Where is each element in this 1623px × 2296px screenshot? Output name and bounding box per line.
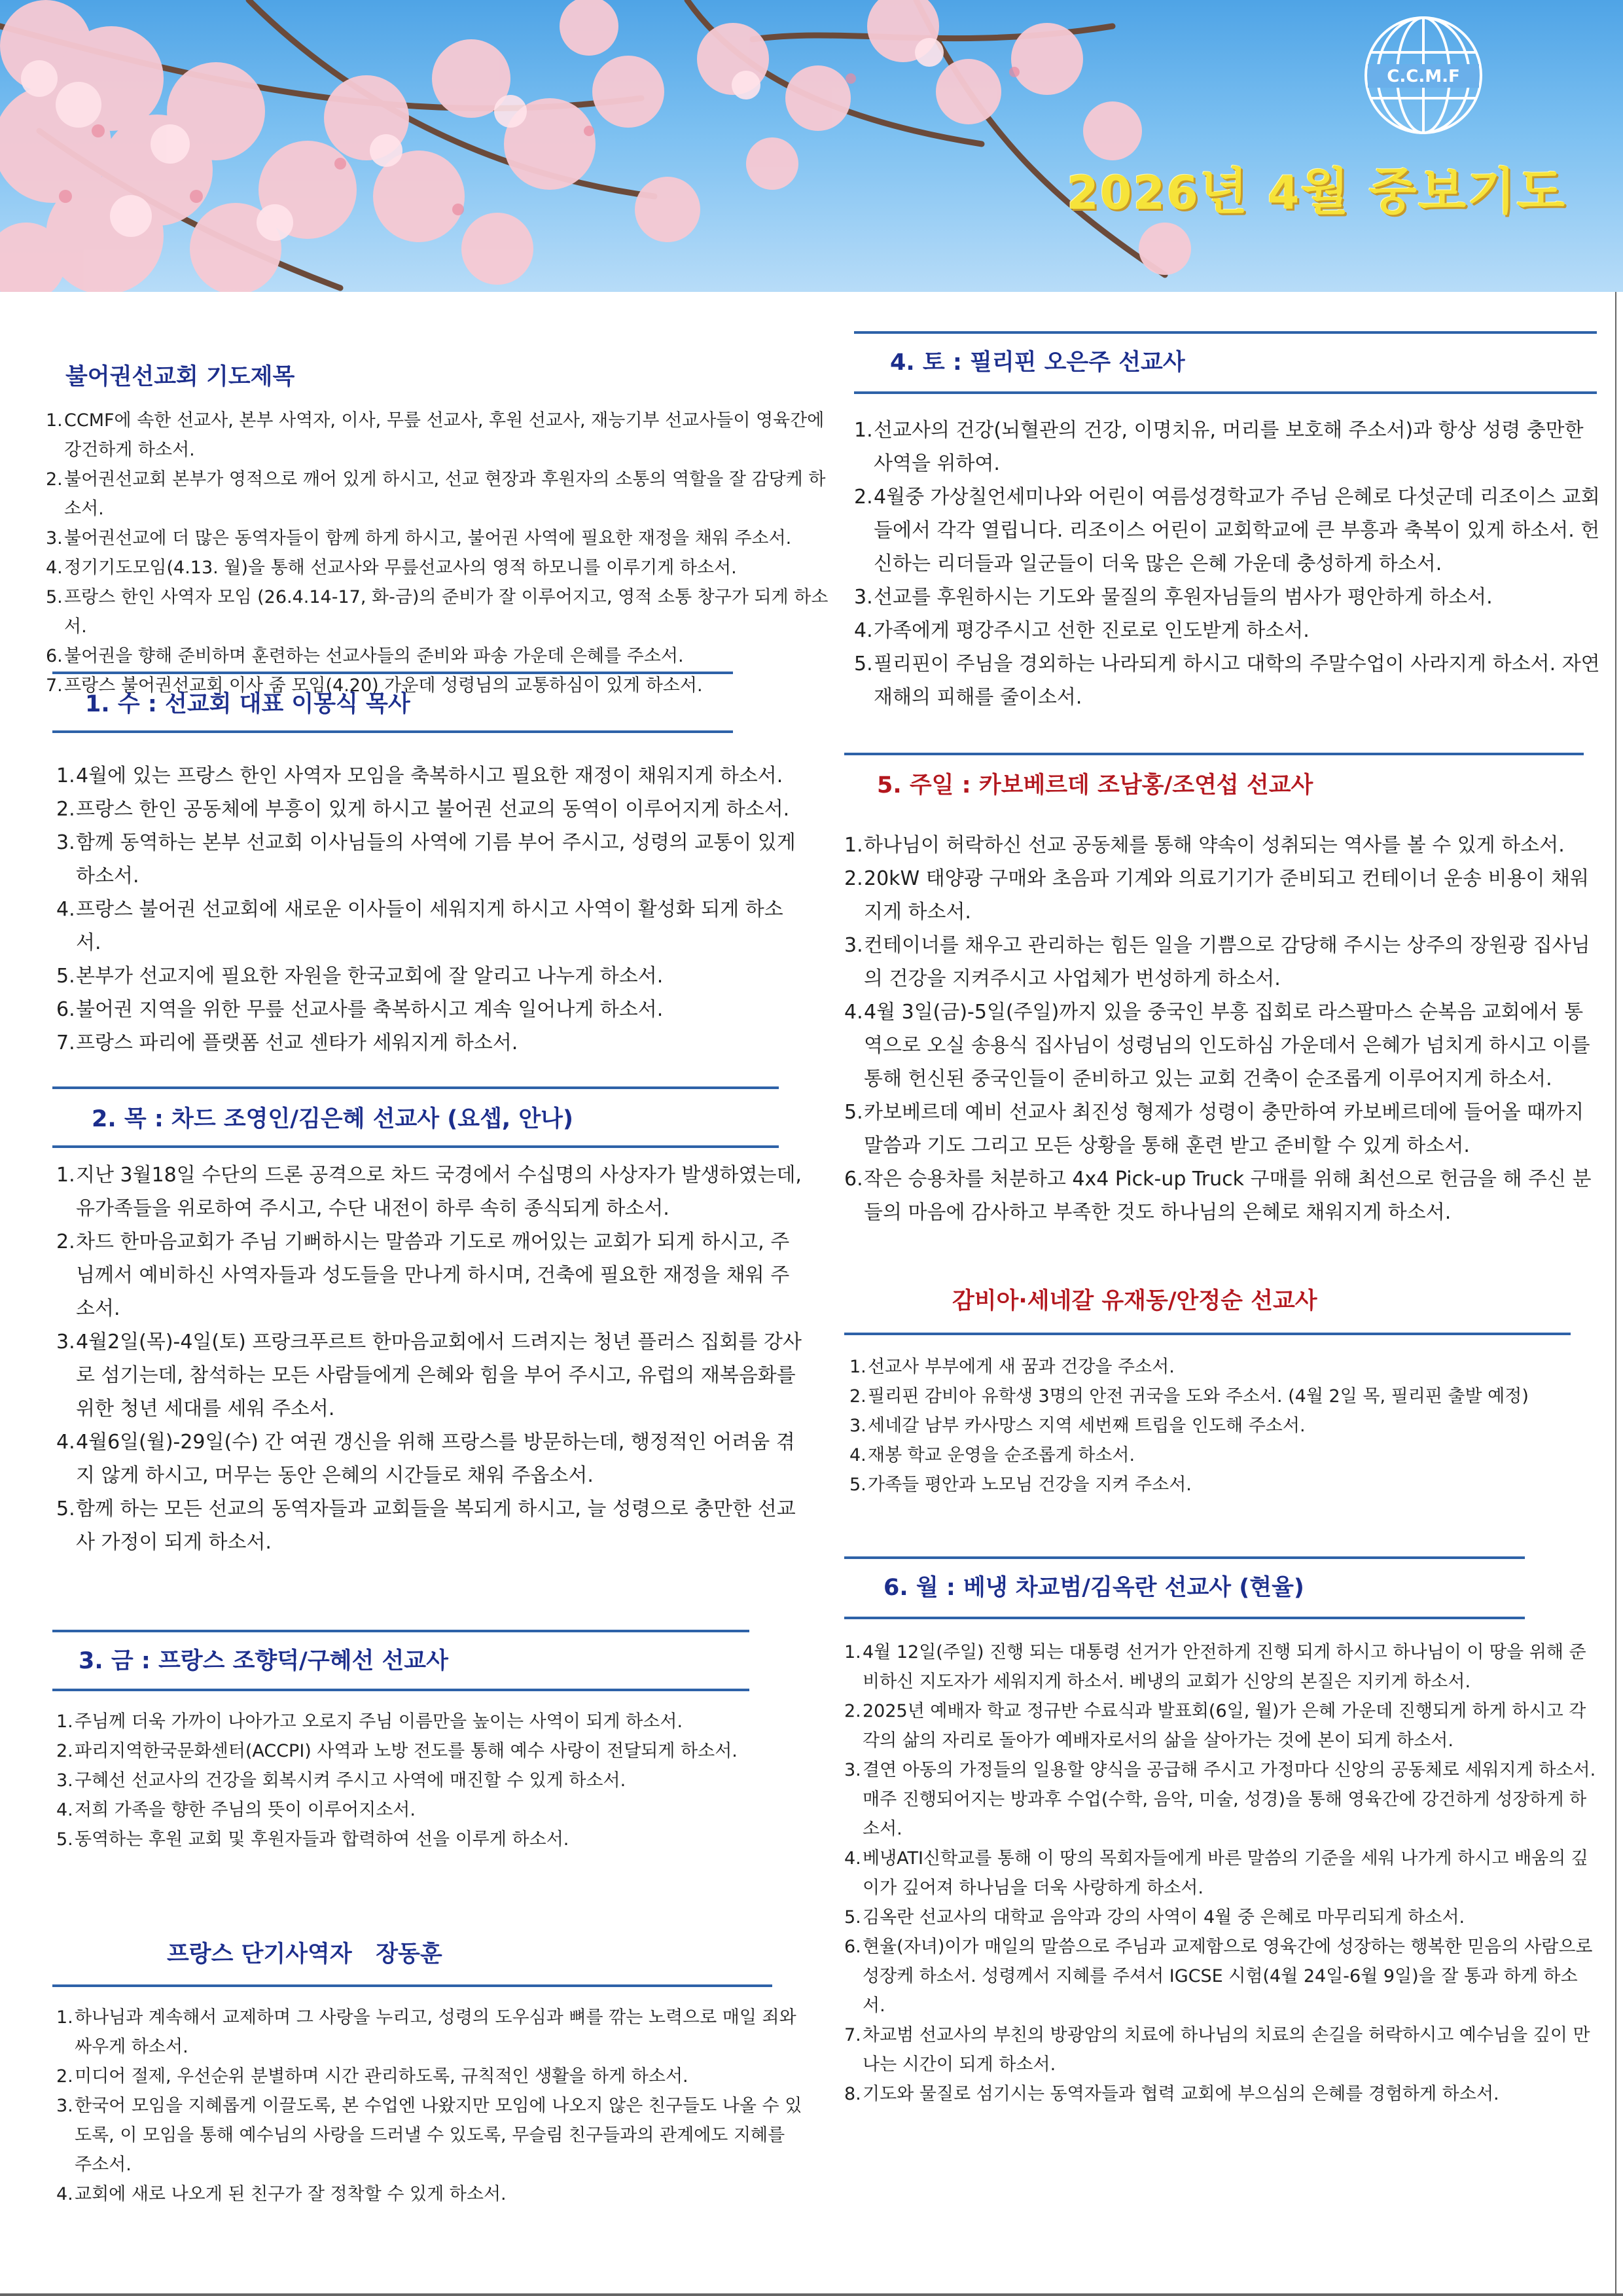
section-rule — [52, 1145, 779, 1148]
section-thursday — [52, 1086, 805, 1559]
section-rule — [52, 1086, 779, 1089]
prayer-list — [844, 1638, 1597, 2109]
prayer-item: 2. 불어권선교회 본부가 영적으로 깨어 있게 하시고, 선교 현장과 후원자의 소통의 역할을 잘 감당케 하소서. — [46, 469, 826, 519]
prayer-item: 4. 저희 가족을 향한 주님의 뜻이 이루어지소서. — [56, 1800, 416, 1820]
prayer-item: 4. 4월 3일(금)-5일(주일)까지 있을 중국인 부흥 집회로 라스팔마스 순복음 교회에서 통역으로 오실 송용식 집사님이 성령님의 인도하심 가운데서 은혜가 넘치게 하시고 이를 통해 헌신된 중국인들이 준비하고 있는 교회 건축이 순조롭게 이루어지게 하소서. — [844, 1001, 1590, 1090]
prayer-item: 5. 동역하는 후원 교회 및 후원자들과 합력하여 선을 이루게 하소서. — [56, 1829, 569, 1850]
section-wednesday — [52, 672, 805, 1060]
prayer-item: 2. 필리핀 감비아 유학생 3명의 안전 귀국을 도와 주소서. (4월 2일 목, 필리핀 출발 예정) — [849, 1386, 1529, 1407]
header-banner — [0, 0, 1623, 292]
prayer-item: 1. 4월 12일(주일) 진행 되는 대통령 선거가 안전하게 진행 되게 하시고 하나님이 이 땅을 위해 준비하신 지도자가 세워지게 하소서. 베냉의 교회가 신앙의 본질은 지키게 하소서. — [844, 1642, 1586, 1692]
prayer-list — [52, 759, 805, 1060]
prayer-item: 5. 가족들 평안과 노모님 건강을 지켜 주소서. — [849, 1475, 1192, 1495]
prayer-item: 1. 선교사의 건강(뇌혈관의 건강, 이명치유, 머리를 보호해 주소서)과 항상 성령 충만한 사역을 위하여. — [854, 419, 1584, 475]
prayer-list — [844, 829, 1597, 1229]
section-short-term — [52, 1937, 805, 2209]
section-title: 프랑스 단기사역자 장동훈 — [167, 1941, 442, 1967]
prayer-item: 4. 베냉ATI신학교를 통해 이 땅의 목회자들에게 바른 말씀의 기준을 세워 나가게 하시고 배움의 깊이가 깊어져 하나님을 더욱 사랑하게 하소서. — [844, 1848, 1588, 1898]
prayer-item: 5. 프랑스 한인 사역자 모임 (26.4.14-17, 화-금)의 준비가 잘 이루어지고, 영적 소통 창구가 되게 하소서. — [46, 587, 829, 637]
section-rule — [854, 391, 1597, 394]
prayer-item: 3. 선교를 후원하시는 기도와 물질의 후원자님들의 범사가 평안하게 하소서. — [854, 586, 1493, 609]
prayer-item: 3. 결연 아동의 가정들의 일용할 양식을 공급해 주시고 가정마다 신앙의 공동체로 세워지게 하소서. 매주 진행되어지는 방과후 수업(수학, 음악, 미술, 성경)을 통해 영육간에 강건하게 성장하게 하소서. — [844, 1760, 1596, 1839]
section-title: 불어권선교회 기도제목 — [65, 364, 295, 390]
prayer-list — [46, 406, 831, 700]
section-title: 감비아·세네갈 유재동/안정순 선교사 — [952, 1288, 1317, 1314]
section-rule — [52, 672, 733, 674]
prayer-item: 6. 현율(자녀)이가 매일의 말씀으로 주님과 교제함으로 영육간에 성장하는 행복한 믿음의 사람으로 성장케 하소서. 성령께서 지혜를 주셔서 IGCSE 시험(4월 24일-6월 9일)을 잘 통과 하게 하소서. — [844, 1937, 1593, 2016]
issue-title-word: 중보기도 — [1368, 162, 1566, 221]
prayer-list — [52, 1158, 805, 1559]
prayer-item: 3. 불어권선교에 더 많은 동역자들이 함께 하게 하시고, 불어권 사역에 필요한 재정을 채워 주소서. — [46, 528, 792, 548]
section-title: 4. 토 : 필리핀 오은주 선교사 — [890, 350, 1185, 376]
prayer-item: 5. 김옥란 선교사의 대학교 음악과 강의 사역이 4월 중 은혜로 마무리되게 하소서. — [844, 1907, 1465, 1928]
prayer-item: 6. 작은 승용차를 처분하고 4x4 Pick-up Truck 구매를 위해 최선으로 헌금을 해 주신 분들의 마음에 감사하고 부족한 것도 하나님의 은혜로 채워지게 하소서. — [844, 1168, 1592, 1224]
prayer-item: 1. 4월에 있는 프랑스 한인 사역자 모임을 축복하시고 필요한 재정이 채워지게 하소서. — [56, 764, 783, 787]
prayer-list — [844, 1352, 1597, 1499]
prayer-item: 1. 하나님이 허락하신 선교 공동체를 통해 약속이 성취되는 역사를 볼 수 있게 하소서. — [844, 834, 1565, 857]
section-title: 5. 주일 : 카보베르데 조남홍/조연섭 선교사 — [877, 772, 1313, 798]
prayer-item: 4. 정기기도모임(4.13. 월)을 통해 선교사와 무릎선교사의 영적 하모니를 이루기게 하소서. — [46, 558, 737, 578]
section-rule — [52, 1630, 749, 1632]
prayer-item: 1. CCMF에 속한 선교사, 본부 사역자, 이사, 무릎 선교사, 후원 선교사, 재능기부 선교사들이 영육간에 강건하게 하소서. — [46, 410, 825, 460]
section-sunday — [844, 753, 1597, 1229]
prayer-item: 7. 프랑스 불어권선교회 이사 줌 모임(4.20) 가운데 성령님의 교통하심이 있게 하소서. — [46, 675, 703, 696]
section-rule — [844, 1333, 1571, 1335]
prayer-item: 1. 하나님과 계속해서 교제하며 그 사랑을 누리고, 성령의 도우심과 뼈를 깎는 노력으로 매일 죄와 싸우게 하소서. — [56, 2007, 796, 2057]
issue-year: 2026 — [1067, 166, 1200, 220]
prayer-item: 2. 프랑스 한인 공동체에 부흥이 있게 하시고 불어권 선교의 동역이 이루어지게 하소서. — [56, 798, 790, 821]
prayer-item: 5. 함께 하는 모든 선교의 동역자들과 교회들을 복되게 하시고, 늘 성령으로 충만한 선교사 가정이 되게 하소서. — [56, 1498, 796, 1554]
section-monday — [844, 1556, 1597, 2109]
prayer-list — [52, 2003, 805, 2209]
prayer-item: 3. 함께 동역하는 본부 선교회 이사님들의 사역에 기름 부어 주시고, 성령의 교통이 있게 하소서. — [56, 831, 796, 888]
prayer-item: 2. 4월중 가상칠언세미나와 어린이 여름성경학교가 주님 은혜로 다섯군데 리조이스 교회들에서 각각 열립니다. 리조이스 어린이 교회학교에 큰 부흥과 축복이 있게 하소서. 헌신하는 리더들과 일군들이 더욱 많은 은혜 가운데 충성하게 하소서. — [854, 486, 1600, 575]
prayer-list — [52, 1707, 805, 1854]
issue-year-unit: 년 — [1199, 162, 1249, 221]
section-title: 3. 금 : 프랑스 조향덕/구혜선 선교사 — [79, 1648, 448, 1674]
prayer-item: 6. 불어권 지역을 위한 무릎 선교사를 축복하시고 계속 일어나게 하소서. — [56, 998, 664, 1021]
prayer-item: 3. 세네갈 남부 카사망스 지역 세번째 트립을 인도해 주소서. — [849, 1416, 1306, 1436]
prayer-item: 1. 지난 3월18일 수단의 드론 공격으로 차드 국경에서 수십명의 사상자가 발생하였는데, 유가족들을 위로하여 주시고, 수단 내전이 하루 속히 종식되게 하소서. — [56, 1164, 802, 1220]
issue-title — [1067, 152, 1566, 223]
prayer-item: 5. 카보베르데 예비 선교사 최진성 형제가 성령이 충만하여 카보베르데에 들어올 때까지 말씀과 기도 그리고 모든 상황을 통해 훈련 받고 준비할 수 있게 하소서. — [844, 1101, 1584, 1157]
prayer-item: 1. 선교사 부부에게 새 꿈과 건강을 주소서. — [849, 1357, 1175, 1377]
logo-text: C.C.M.F — [1387, 67, 1460, 86]
issue-month-unit: 월 — [1300, 162, 1350, 221]
section-rule — [854, 331, 1597, 334]
prayer-item: 7. 차교범 선교사의 부친의 방광암의 치료에 하나님의 치료의 손길을 허락하시고 예수님을 깊이 만나는 시간이 되게 하소서. — [844, 2025, 1590, 2075]
issue-month: 4 — [1267, 166, 1301, 220]
prayer-list — [854, 414, 1600, 714]
prayer-item: 2. 파리지역한국문화센터(ACCPI) 사역과 노방 전도를 통해 예수 사랑이 전달되게 하소서. — [56, 1741, 738, 1761]
prayer-item: 5. 필리핀이 주님을 경외하는 나라되게 하시고 대학의 주말수업이 사라지게 하소서. 자연재해의 피해를 줄이소서. — [854, 653, 1600, 709]
prayer-item: 7. 프랑스 파리에 플랫폼 선교 센타가 세워지게 하소서. — [56, 1031, 518, 1054]
prayer-item: 4. 교회에 새로 나오게 된 친구가 잘 정착할 수 있게 하소서. — [56, 2184, 507, 2204]
ccmf-globe-logo-icon — [1361, 13, 1486, 137]
section-rule — [844, 753, 1584, 755]
section-saturday — [854, 331, 1600, 714]
page-right-border — [1615, 292, 1616, 2296]
prayer-item: 2. 20kW 태양광 구매와 초음파 기계와 의료기기가 준비되고 컨테이너 운송 비용이 채워지게 하소서. — [844, 867, 1589, 924]
prayer-item: 3. 한국어 모임을 지혜롭게 이끌도록, 본 수업엔 나왔지만 모임에 나오지 않은 친구들도 나올 수 있도록, 이 모임을 통해 예수님의 사랑을 드러낼 수 있도록, 무슬림 친구들과의 관계에도 지혜를 주소서. — [56, 2096, 802, 2175]
prayer-item: 2. 2025년 예배자 학교 정규반 수료식과 발표회(6일, 월)가 은혜 가운데 진행되게 하게 하시고 각각의 삶의 자리로 돌아가 예배자로서의 삶을 살아가는 것에 본이 되게 하소서. — [844, 1701, 1586, 1751]
section-intro — [46, 360, 831, 700]
prayer-item: 2. 미디어 절제, 우선순위 분별하며 시간 관리하도록, 규칙적인 생활을 하게 하소서. — [56, 2066, 688, 2087]
section-rule — [52, 730, 733, 733]
prayer-item: 4. 재봉 학교 운영을 순조롭게 하소서. — [849, 1445, 1135, 1465]
page-bottom-border — [0, 2293, 1623, 2296]
prayer-item: 4. 가족에게 평강주시고 선한 진로로 인도받게 하소서. — [854, 619, 1310, 642]
prayer-item: 2. 차드 한마음교회가 주님 기뻐하시는 말씀과 기도로 깨어있는 교회가 되게 하시고, 주님께서 예비하신 사역자들과 성도들을 만나게 하시며, 건축에 필요한 재정을 채워 주소서. — [56, 1230, 790, 1320]
section-rule — [844, 1617, 1525, 1619]
prayer-item: 3. 컨테이너를 채우고 관리하는 힘든 일을 기쁨으로 감당해 주시는 상주의 장원광 집사님의 건강을 지켜주시고 사업체가 번성하게 하소서. — [844, 934, 1590, 990]
prayer-item: 5. 본부가 선교지에 필요한 자원을 한국교회에 잘 알리고 나누게 하소서. — [56, 965, 664, 988]
section-title: 1. 수 : 선교회 대표 이몽식 목사 — [85, 691, 410, 717]
section-gambia — [844, 1284, 1597, 1499]
prayer-item: 3. 4월2일(목)-4일(토) 프랑크푸르트 한마음교회에서 드려지는 청년 플러스 집회를 강사로 섬기는데, 참석하는 모든 사람들에게 은혜와 힘을 부어 주시고, 유럽의 재복음화를 위한 청년 세대를 세워 주소서. — [56, 1331, 802, 1420]
prayer-item: 1. 주님께 더욱 가까이 나아가고 오로지 주님 이름만을 높이는 사역이 되게 하소서. — [56, 1712, 683, 1732]
prayer-item: 4. 프랑스 불어권 선교회에 새로운 이사들이 세워지게 하시고 사역이 활성화 되게 하소서. — [56, 898, 783, 954]
prayer-item: 8. 기도와 물질로 섬기시는 동역자들과 협력 교회에 부으심의 은혜를 경험하게 하소서. — [844, 2084, 1499, 2104]
section-friday — [52, 1630, 805, 1854]
section-title: 2. 목 : 차드 조영인/김은혜 선교사 (요셉, 안나) — [92, 1106, 573, 1132]
section-rule — [52, 1984, 772, 1987]
prayer-item: 3. 구혜선 선교사의 건강을 회복시켜 주시고 사역에 매진할 수 있게 하소서. — [56, 1770, 626, 1791]
section-rule — [844, 1556, 1525, 1559]
prayer-item: 4. 4월6일(월)-29일(수) 간 여권 갱신을 위해 프랑스를 방문하는데, 행정적인 어려움 겪지 않게 하시고, 머무는 동안 은혜의 시간들로 채워 주옵소서. — [56, 1431, 795, 1487]
section-title: 6. 월 : 베냉 차교범/김옥란 선교사 (현율) — [883, 1575, 1304, 1601]
section-rule — [52, 1689, 749, 1691]
prayer-item: 6. 불어권을 향해 준비하며 훈련하는 선교사들의 준비와 파송 가운데 은혜를 주소서. — [46, 646, 684, 666]
